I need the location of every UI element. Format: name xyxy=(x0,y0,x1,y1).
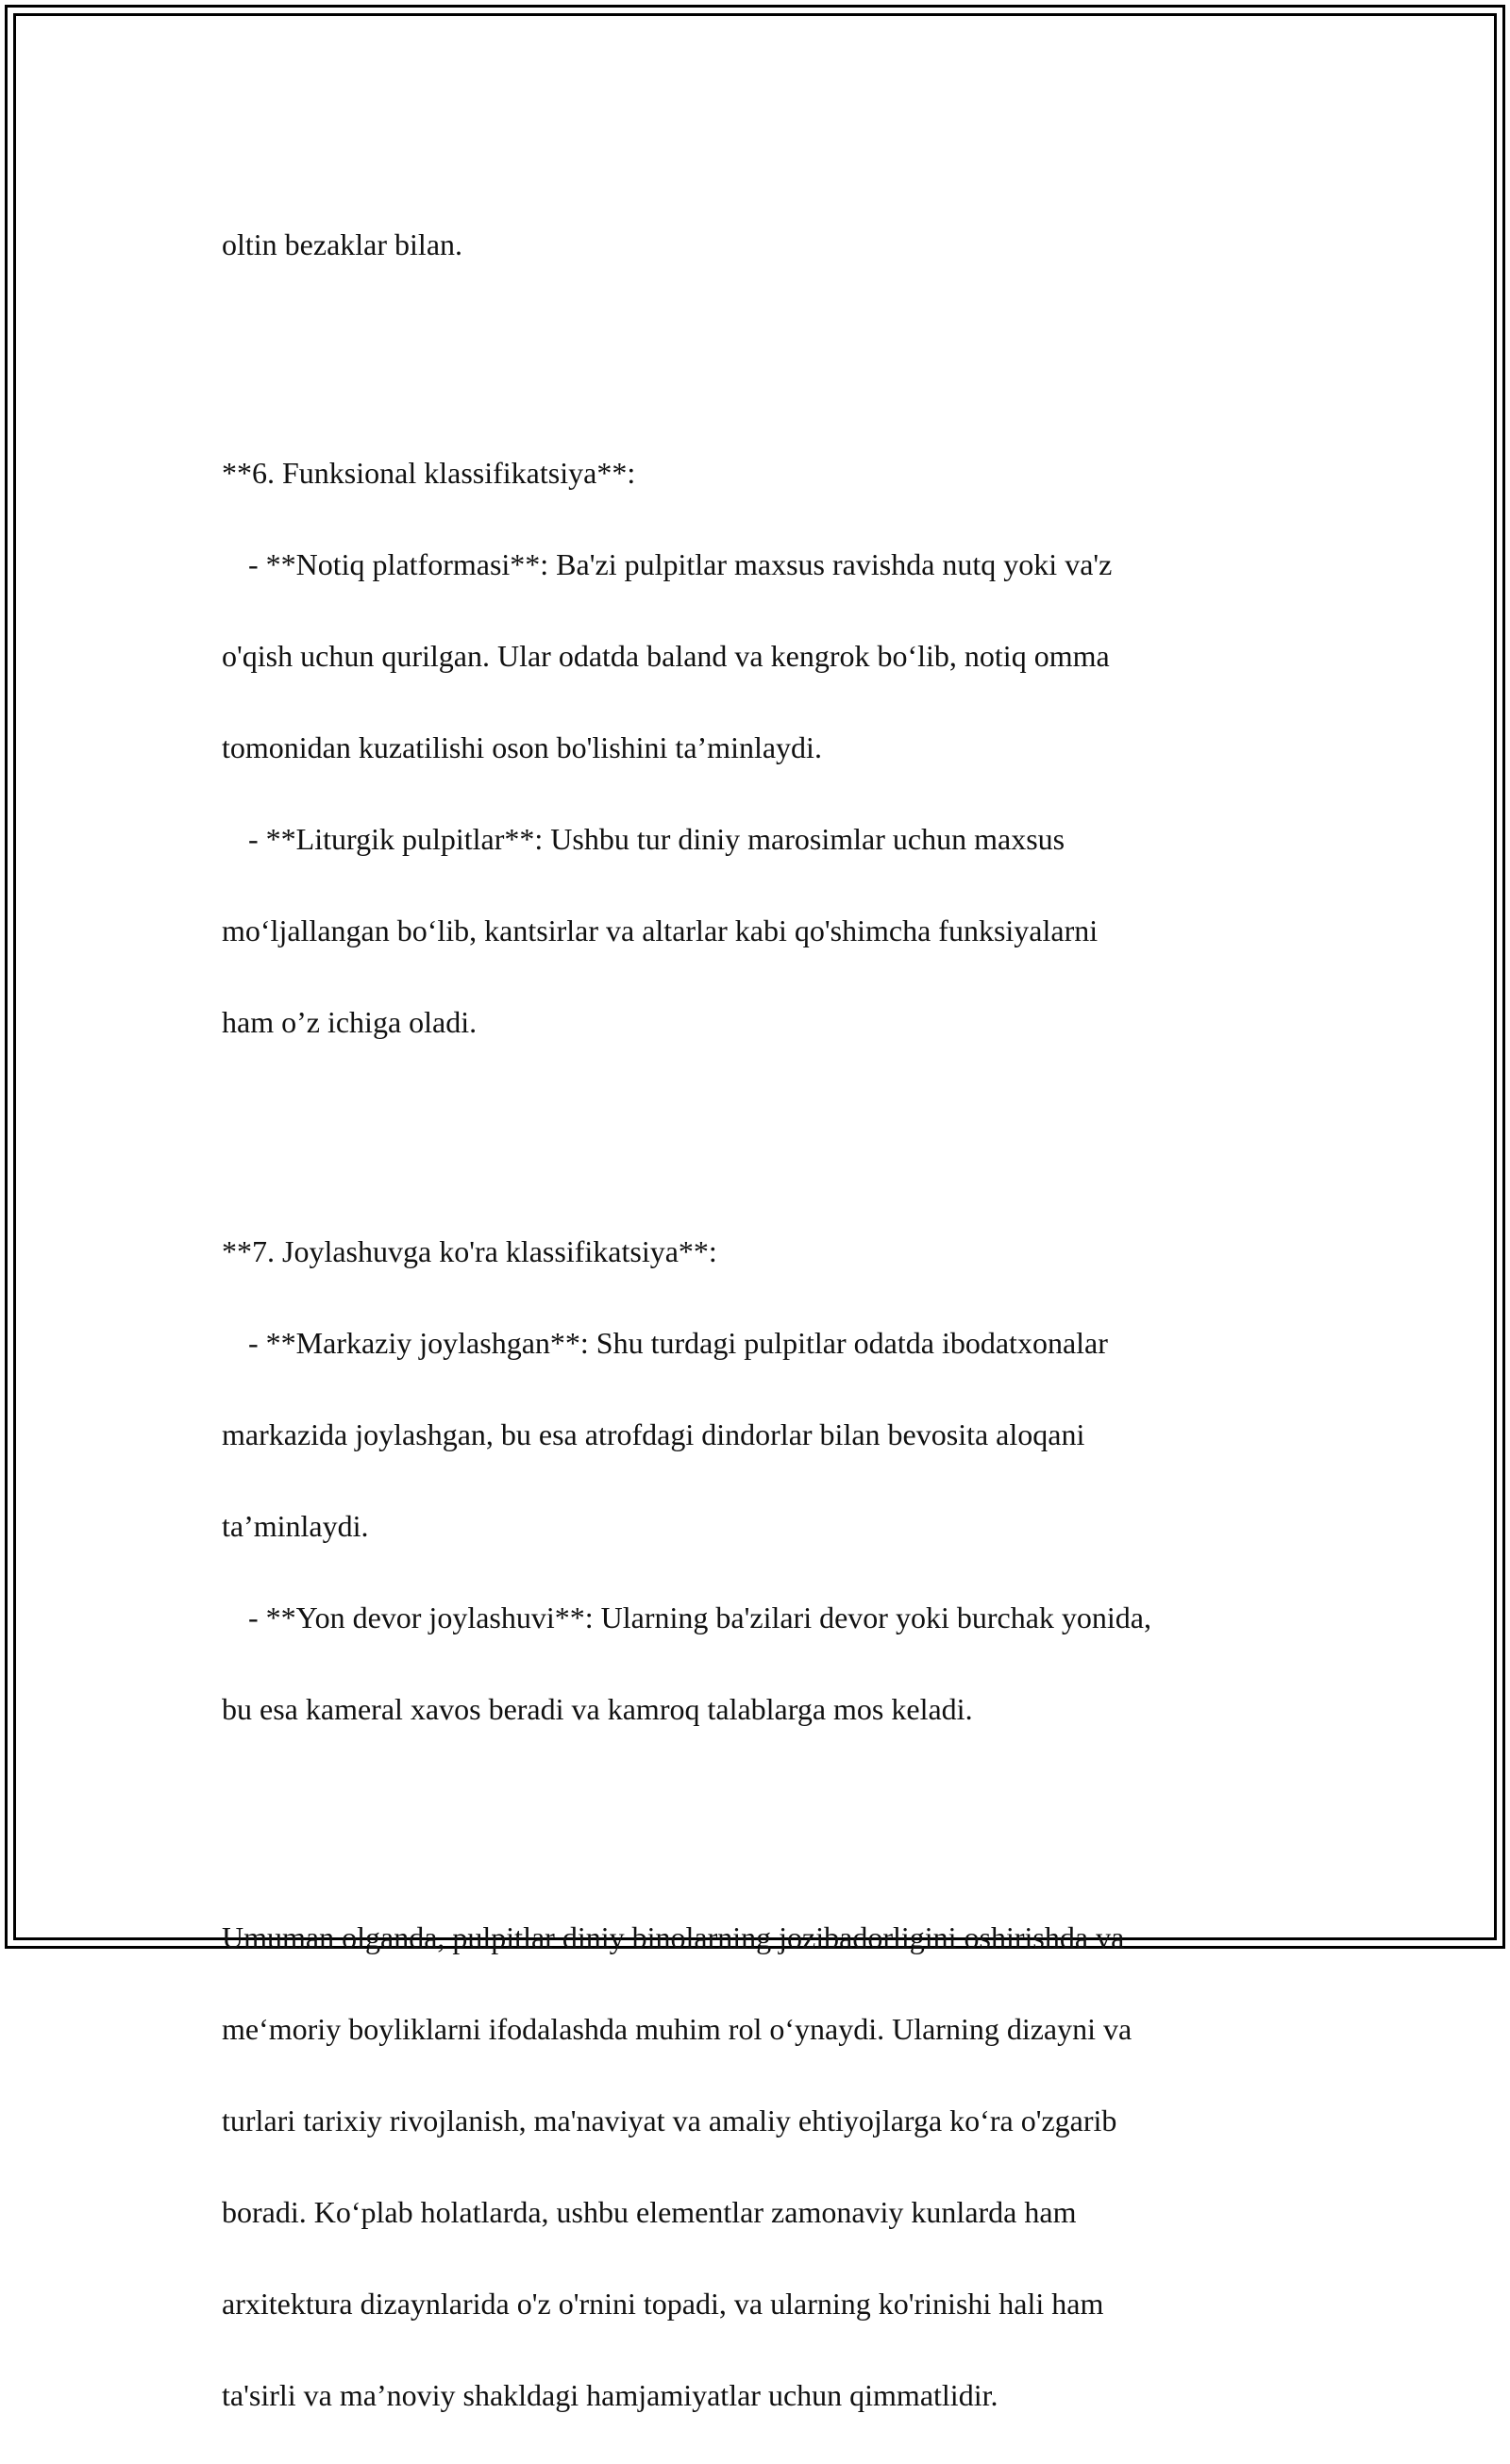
section-7-item-1 xyxy=(222,1320,1317,1366)
conclusion-line: turlari tarixiy rivojlanish, ma'naviyat va amaliy ehtiyojlarga ko‘ra o'zgarib xyxy=(222,2104,1117,2137)
section-6-item-2 xyxy=(222,816,1317,863)
text-line: ta’minlaydi. xyxy=(222,1508,369,1543)
section-7-heading: **7. Joylashuvga ko'ra klassifikatsiya**: xyxy=(222,1233,717,1268)
text-line: - **Liturgik pulpitlar**: Ushbu tur diniy marosimlar uchun maxsus xyxy=(248,822,1065,856)
text-line: - **Yon devor joylashuvi**: Ularning ba'zilari devor yoki burchak yonida, xyxy=(248,1600,1151,1634)
text-line: tomonidan kuzatilishi oson bo'lishini ta’minlaydi. xyxy=(222,730,822,764)
section-7-item-2 xyxy=(222,1595,1317,1641)
text-line: - **Markaziy joylashgan**: Shu turdagi pulpitlar odatda ibodatxonalar xyxy=(248,1325,1108,1360)
conclusion-line: Umuman olganda, pulpitlar diniy binolarning jozibadorligini oshirishda va xyxy=(222,1920,1125,1954)
blank-line xyxy=(222,1778,1317,1824)
continuation-line: oltin bezaklar bilan. xyxy=(222,226,463,261)
section-6-heading: **6. Funksional klassifikatsiya**: xyxy=(222,456,636,490)
section-6-item-1 xyxy=(222,542,1317,588)
text-line: - **Notiq platformasi**: Ba'zi pulpitlar maxsus ravishda nutq yoki va'z xyxy=(248,547,1113,581)
document-body xyxy=(222,176,1317,2464)
text-line: mo‘ljallangan bo‘lib, kantsirlar va altarlar kabi qo'shimcha funksiyalarni xyxy=(222,914,1099,947)
text-line: o'qish uchun qurilgan. Ular odatda baland va kengrok bo‘lib, notiq omma xyxy=(222,639,1110,673)
blank-line xyxy=(222,313,1317,360)
conclusion-line: me‘moriy boyliklarni ifodalashda muhim rol o‘ynaydi. Ularning dizayni va xyxy=(222,2012,1132,2046)
conclusion-line: arxitektura dizaynlarida o'z o'rnini topadi, va ularning ko'rinishi hali ham xyxy=(222,2287,1104,2321)
conclusion-line: ta'sirli va ma’noviy shakldagi hamjamiyatlar uchun qimmatlidir. xyxy=(222,2378,998,2412)
text-line: ham o’z ichiga oladi. xyxy=(222,1005,478,1039)
text-line: markazida joylashgan, bu esa atrofdagi dindorlar bilan bevosita aloqani xyxy=(222,1416,1085,1451)
text-line: bu esa kameral xavos beradi va kamroq talablarga mos keladi. xyxy=(222,1691,973,1726)
conclusion-line: boradi. Ko‘plab holatlarda, ushbu elementlar zamonaviy kunlarda ham xyxy=(222,2195,1077,2229)
blank-line xyxy=(222,1091,1317,1137)
